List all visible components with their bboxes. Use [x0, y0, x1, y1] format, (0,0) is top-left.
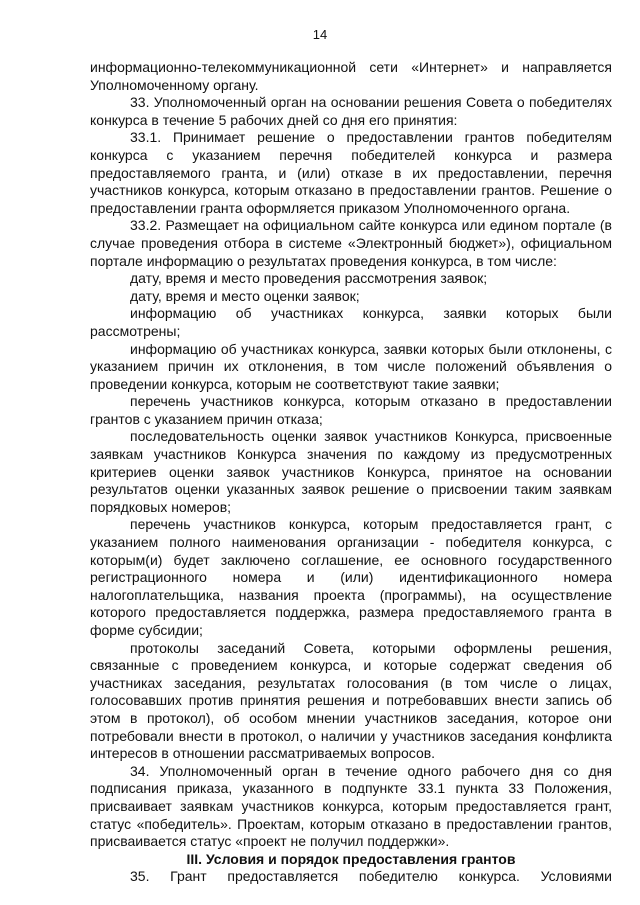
paragraph-clause-35: 35. Грант предоставляется победителю конкурса. Условиями	[130, 868, 612, 885]
list-item-review-date: дату, время и место проведения рассмотрения заявок;	[130, 270, 488, 287]
list-item-council-protocols: протоколы заседаний Совета, которыми оформлены решения, связанные с проведением конкурса, и которые содержат сведения об участниках заседания, результатах голосования (в том числе о лицах, голосовавших против принятия решения и потребовавших внести запись об этом в протокол), об особом мнении участников заседания, которое они потребовали внести в протокол, о наличии у участников заседания конфликта интересов в отношении рассматриваемых вопросов.	[90, 639, 612, 762]
paragraph-0: информационно-телекоммуникационной сети «Интернет» и направляется Уполномоченному органу.	[90, 59, 612, 93]
paragraph-clause-33-1: 33.1. Принимает решение о предоставлении грантов победителям конкурса с указанием перечня победителей конкурса и размера предоставляемого гранта, и (или) отказе в их предоставлении, перечня участников конкурса, которым отказано в предоставлении грантов. Решение о предоставлении гранта оформляется приказом Уполномоченного органа.	[90, 129, 612, 216]
list-item-evaluation-sequence: последовательность оценки заявок участников Конкурса, присвоенные заявкам участников Конкурса значения по каждому из предусмотренных критериев оценки заявок участников Конкурса, принятое на основании результатов оценки указанных заявок решение о присвоении таким заявкам порядковых номеров;	[90, 428, 612, 515]
document-body	[90, 59, 612, 886]
section-heading: III. Условия и порядок предоставления грантов	[186, 850, 516, 867]
paragraph-clause-33: 33. Уполномоченный орган на основании решения Совета о победителях конкурса в течение 5 рабочих дней со дня его принятия:	[90, 94, 612, 128]
list-item-grant-recipients: перечень участников конкурса, которым предоставляется грант, с указанием полного наименования организации - победителя конкурса, с которым(и) будет заключено соглашение, ее основного государственного регистрационного номера и (или) идентификационного номера налогоплательщика, названия проекта (программы), на осуществление которого предоставляется поддержка, размера предоставляемого гранта в форме субсидии;	[90, 516, 612, 638]
paragraph-clause-34: 34. Уполномоченный орган в течение одного рабочего дня со дня подписания приказа, указанного в подпункте 33.1 пункта 33 Положения, присваивает заявкам участников конкурса, которым предоставляется грант, статус «победитель». Проектам, которым отказано в предоставлении грантов, присваивается статус «проект не получил поддержки».	[90, 762, 612, 850]
list-item-rejected-participants: информацию об участниках конкурса, заявки которых были отклонены, с указанием причин их отклонения, в том числе положений объявления о проведении конкурса, которым не соответствуют такие заявки;	[90, 340, 612, 392]
page-number: 14	[312, 27, 328, 42]
paragraph-clause-33-2: 33.2. Размещает на официальном сайте конкурса или едином портале (в случае проведения отбора в системе «Электронный бюджет»), официальном портале информацию о результатах проведения конкурса, в том числе:	[90, 217, 612, 269]
list-item-reviewed-participants: информацию об участниках конкурса, заявки которых были рассмотрены;	[90, 305, 612, 339]
list-item-refused-participants: перечень участников конкурса, которым отказано в предоставлении грантов с указанием причин отказа;	[90, 393, 612, 427]
list-item-evaluation-date: дату, время и место оценки заявок;	[130, 287, 360, 304]
